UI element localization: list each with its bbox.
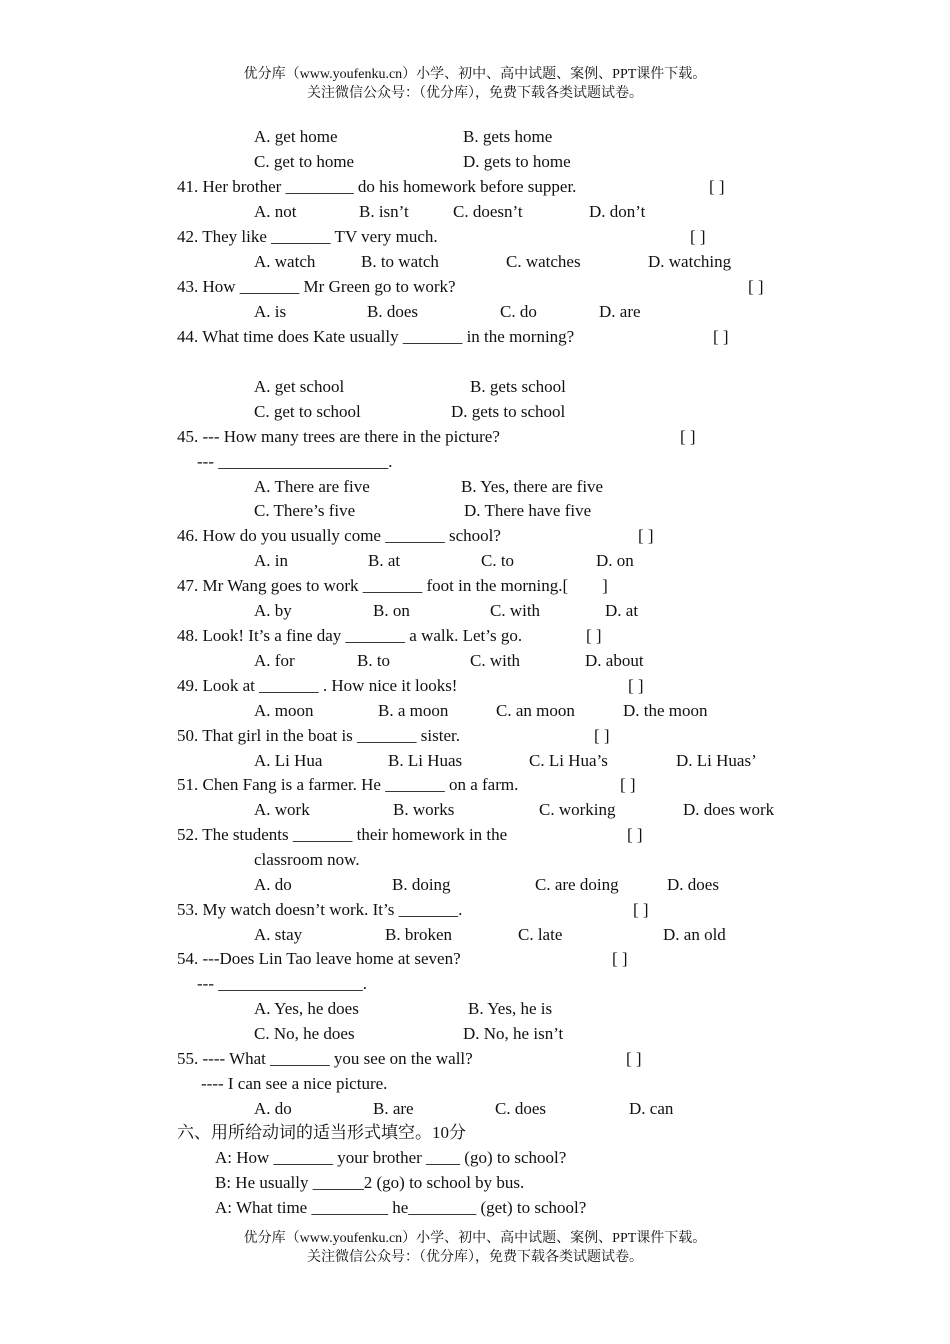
- q49-option-d: D. the moon: [623, 701, 708, 720]
- q45-option-d: D. There have five: [464, 501, 592, 520]
- section-6-line-3: A: What time _________ he________ (get) to school?: [215, 1198, 587, 1217]
- q55-option-c: C. does: [495, 1099, 546, 1118]
- q51-option-d: D. does work: [683, 800, 775, 819]
- q47-question: 47. Mr Wang goes to work _______ foot in the morning.[ ]: [177, 576, 608, 595]
- q52-option-c: C. are doing: [535, 875, 619, 894]
- q51-question: 51. Chen Fang is a farmer. He _______ on a farm.: [177, 775, 519, 794]
- q46-option-c: C. to: [481, 551, 515, 570]
- q49-option-a: A. moon: [254, 701, 314, 720]
- q45-question: 45. --- How many trees are there in the picture?: [177, 427, 500, 446]
- q52-answer-bracket: [ ]: [627, 825, 643, 844]
- q45-option-c: C. There’s five: [254, 501, 356, 520]
- q44-option-c: C. get to school: [254, 402, 361, 421]
- q50-option-a: A. Li Hua: [254, 751, 323, 770]
- q54-answer-bracket: [ ]: [612, 949, 628, 968]
- q41-option-d: D. don’t: [589, 202, 646, 221]
- q40-option-d: D. gets to home: [463, 152, 571, 171]
- q48-question: 48. Look! It’s a fine day _______ a walk. Let’s go.: [177, 626, 523, 645]
- footer-line-1: 优分库（www.youfenku.cn）小学、初中、高中试题、案例、PPT课件下载。: [243, 1231, 707, 1246]
- q46-option-b: B. at: [368, 551, 401, 570]
- q46-answer-bracket: [ ]: [638, 526, 654, 545]
- q53-option-c: C. late: [518, 925, 563, 944]
- q52-option-d: D. does: [667, 875, 719, 894]
- q42-question: 42. They like _______ TV very much.: [177, 227, 438, 246]
- header-line-1: 优分库（www.youfenku.cn）小学、初中、高中试题、案例、PPT课件下载。: [243, 67, 707, 82]
- q42-option-d: D. watching: [648, 252, 732, 271]
- q54-option-d: D. No, he isn’t: [463, 1024, 564, 1043]
- q52-question: 52. The students _______ their homework in the: [177, 825, 508, 844]
- q53-option-b: B. broken: [385, 925, 453, 944]
- q43-option-d: D. are: [599, 302, 641, 321]
- q41-option-b: B. isn’t: [359, 202, 409, 221]
- q54-option-a: A. Yes, he does: [254, 999, 359, 1018]
- q46-option-d: D. on: [596, 551, 634, 570]
- q51-answer-bracket: [ ]: [620, 775, 636, 794]
- q49-answer-bracket: [ ]: [628, 676, 644, 695]
- q40-option-b: B. gets home: [463, 127, 553, 146]
- q48-option-d: D. about: [585, 651, 644, 670]
- q44-answer-bracket: [ ]: [713, 327, 729, 346]
- q41-option-a: A. not: [254, 202, 297, 221]
- header-line-2: 关注微信公众号：（优分库），免费下载各类试题试卷。: [307, 86, 643, 101]
- q41-option-c: C. doesn’t: [453, 202, 523, 221]
- q47-option-d: D. at: [605, 601, 639, 620]
- q52-question-continued: classroom now.: [254, 850, 360, 869]
- q45-option-b: B. Yes, there are five: [461, 477, 604, 496]
- q49-option-b: B. a moon: [378, 701, 449, 720]
- q41-question: 41. Her brother ________ do his homework before supper.: [177, 177, 577, 196]
- q49-option-c: C. an moon: [496, 701, 575, 720]
- q51-option-c: C. working: [539, 800, 616, 819]
- q40-option-a: A. get home: [254, 127, 338, 146]
- q43-question: 43. How _______ Mr Green go to work?: [177, 277, 456, 296]
- q55-question: 55. ---- What _______ you see on the wall?: [177, 1049, 473, 1068]
- section-6-line-2: B: He usually ______2 (go) to school by bus.: [215, 1173, 525, 1192]
- q43-option-a: A. is: [254, 302, 287, 321]
- section-6-title: 六、用所给动词的适当形式填空。10分: [177, 1123, 466, 1142]
- q52-option-a: A. do: [254, 875, 292, 894]
- q54-option-c: C. No, he does: [254, 1024, 355, 1043]
- q41-answer-bracket: [ ]: [709, 177, 725, 196]
- q48-option-c: C. with: [470, 651, 521, 670]
- q48-option-b: B. to: [357, 651, 391, 670]
- q54-answer-line: --- _________________.: [197, 974, 367, 993]
- q55-option-d: D. can: [629, 1099, 674, 1118]
- q45-answer-bracket: [ ]: [680, 427, 696, 446]
- q51-option-a: A. work: [254, 800, 310, 819]
- q46-question: 46. How do you usually come _______ school?: [177, 526, 501, 545]
- q40-option-c: C. get to home: [254, 152, 355, 171]
- q54-question: 54. ---Does Lin Tao leave home at seven?: [177, 949, 461, 968]
- q44-question: 44. What time does Kate usually _______ in the morning?: [177, 327, 575, 346]
- q50-option-d: D. Li Huas’: [676, 751, 757, 770]
- q49-question: 49. Look at _______ . How nice it looks!: [177, 676, 458, 695]
- footer-line-2: 关注微信公众号：（优分库），免费下载各类试题试卷。: [307, 1250, 643, 1265]
- q42-option-a: A. watch: [254, 252, 316, 271]
- q52-option-b: B. doing: [392, 875, 451, 894]
- q50-question: 50. That girl in the boat is _______ sister.: [177, 726, 460, 745]
- q55-option-a: A. do: [254, 1099, 292, 1118]
- q55-answer-line: ---- I can see a nice picture.: [201, 1074, 388, 1093]
- q48-option-a: A. for: [254, 651, 295, 670]
- q47-option-b: B. on: [373, 601, 410, 620]
- q43-answer-bracket: [ ]: [748, 277, 764, 296]
- q44-option-a: A. get school: [254, 377, 345, 396]
- q44-option-b: B. gets school: [470, 377, 566, 396]
- q54-option-b: B. Yes, he is: [468, 999, 553, 1018]
- q50-option-b: B. Li Huas: [388, 751, 463, 770]
- q47-option-a: A. by: [254, 601, 292, 620]
- q53-option-a: A. stay: [254, 925, 303, 944]
- q47-option-c: C. with: [490, 601, 541, 620]
- q48-answer-bracket: [ ]: [586, 626, 602, 645]
- q50-answer-bracket: [ ]: [594, 726, 610, 745]
- q46-option-a: A. in: [254, 551, 288, 570]
- q43-option-b: B. does: [367, 302, 418, 321]
- section-6-line-1: A: How _______ your brother ____ (go) to school?: [215, 1148, 567, 1167]
- q55-answer-bracket: [ ]: [626, 1049, 642, 1068]
- q42-option-c: C. watches: [506, 252, 581, 271]
- q44-option-d: D. gets to school: [451, 402, 566, 421]
- q53-answer-bracket: [ ]: [633, 900, 649, 919]
- q55-option-b: B. are: [373, 1099, 414, 1118]
- q53-option-d: D. an old: [663, 925, 726, 944]
- q53-question: 53. My watch doesn’t work. It’s _______.: [177, 900, 463, 919]
- q42-option-b: B. to watch: [361, 252, 439, 271]
- q50-option-c: C. Li Hua’s: [529, 751, 608, 770]
- q45-answer-line: --- ____________________.: [197, 452, 393, 471]
- q45-option-a: A. There are five: [254, 477, 370, 496]
- q42-answer-bracket: [ ]: [690, 227, 706, 246]
- q43-option-c: C. do: [500, 302, 537, 321]
- q51-option-b: B. works: [393, 800, 455, 819]
